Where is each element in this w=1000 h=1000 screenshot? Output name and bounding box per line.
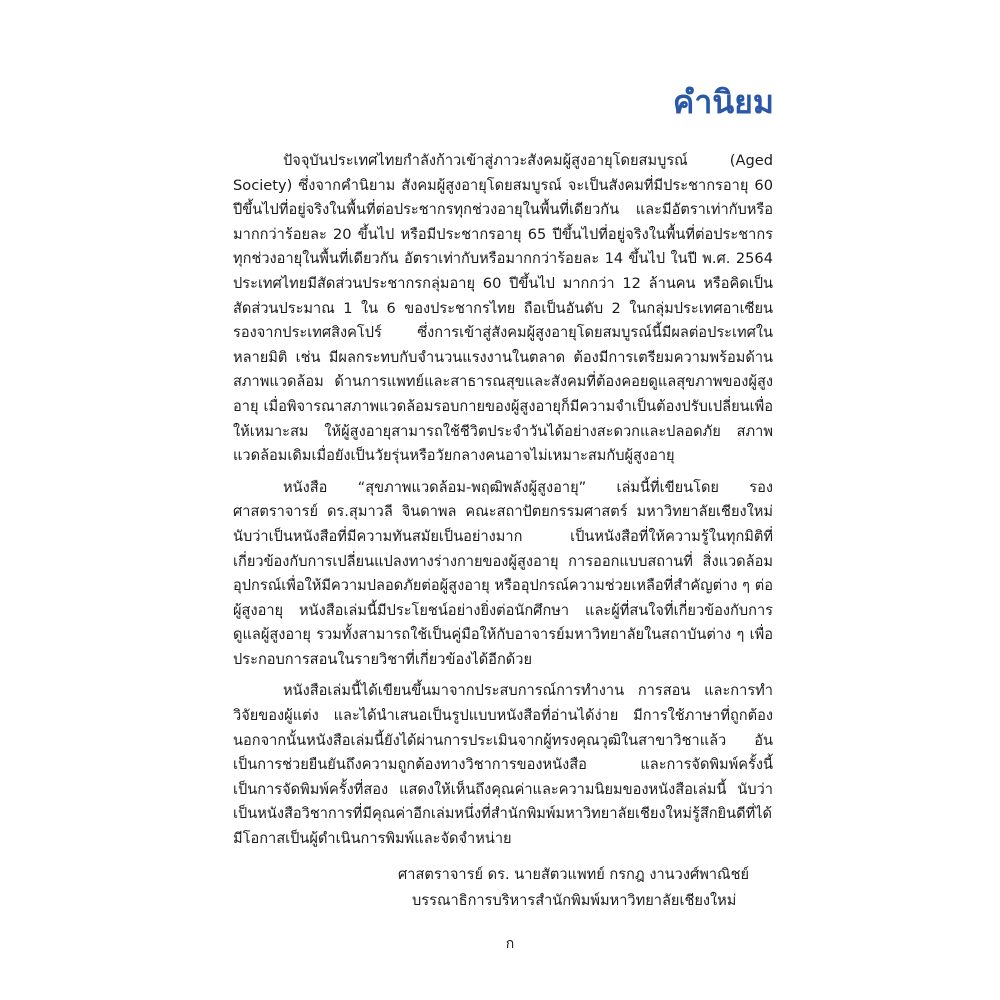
paragraph-2: หนังสือ “สุขภาพแวดล้อม-พฤฒิพลังผู้สูงอายุ” เล่มนี้ที่เขียนโดย รองศาสตราจารย์ ดร.สุมาวลี จินดาพล คณะสถาปัตยกรรมศาสตร์ มหาวิทยาลัยเชียงใหม่ นับว่าเป็นหนังสือที่มีความทันสมัยเป็นอย่างมาก เป็นหนังสือที่ให้ความรู้ในทุกมิติที่เกี่ยวข้องกับการเปลี่ยนแปลงทางร่างกายของผู้สูงอายุ การออกแบบสถานที่ สิ่งแวดล้อมอุปกรณ์เพื่อให้มีความปลอดภัยต่อผู้สูงอายุ หรืออุปกรณ์ความช่วยเหลือที่สำคัญต่าง ๆ ต่อผู้สูงอายุ หนังสือเล่มนี้มีประโยชน์อย่างยิ่งต่อนักศึกษา และผู้ที่สนใจที่เกี่ยวข้องกับการดูแลผู้สูงอายุ รวมทั้งสามารถใช้เป็นคู่มือให้กับอาจารย์มหาวิทยาลัยในสถาบันต่าง ๆ เพื่อประกอบการสอนในรายวิชาที่เกี่ยวข้องได้อีกด้วย (233, 478, 773, 668)
signature-position: บรรณาธิการบริหารสำนักพิมพ์มหาวิทยาลัยเชียงใหม่ (412, 892, 737, 909)
signature-block (398, 862, 778, 914)
paragraph-1: ปัจจุบันประเทศไทยกำลังก้าวเข้าสู่ภาวะสังคมผู้สูงอายุโดยสมบูรณ์ (Aged Society) ซึ่งจากคำนิยาม สังคมผู้สูงอายุโดยสมบูรณ์ จะเป็นสังคมที่มีประชากรอายุ 60 ปีขึ้นไปที่อยู่จริงในพื้นที่ต่อประชากรทุกช่วงอายุในพื้นที่เดียวกัน และมีอัตราเท่ากับหรือมากกว่าร้อยละ 20 ขึ้นไป หรือมีประชากรอายุ 65 ปีขึ้นไปที่อยู่จริงในพื้นที่ต่อประชากรทุกช่วงอายุในพื้นที่เดียวกัน อัตราเท่ากับหรือมากกว่าร้อยละ 14 ขึ้นไป ในปี พ.ศ. 2564 ประเทศไทยมีสัดส่วนประชากรกลุ่มอายุ 60 ปีขึ้นไป มากกว่า 12 ล้านคน หรือคิดเป็นสัดส่วนประมาณ 1 ใน 6 ของประชากรไทย ถือเป็นอันดับ 2 ในกลุ่มประเทศอาเซียน รองจากประเทศสิงคโปร์ ซึ่งการเข้าสู่สังคมผู้สูงอายุโดยสมบูรณ์นี้มีผลต่อประเทศในหลายมิติ เช่น มีผลกระทบกับจำนวนแรงงานในตลาด ต้องมีการเตรียมความพร้อมด้านสภาพแวดล้อม ด้านการแพทย์และสาธารณสุขและสังคมที่ต้องคอยดูแลสุขภาพของผู้สูงอายุ เมื่อพิจารณาสภาพแวดล้อมรอบกายของผู้สูงอายุก็มีความจำเป็นต้องปรับเปลี่ยนเพื่อให้เหมาะสม ให้ผู้สูงอายุสามารถใช้ชีวิตประจำวันได้อย่างสะดวกและปลอดภัย สภาพแวดล้อมเดิมเมื่อยังเป็นวัยรุ่นหรือวัยกลางคนอาจไม่เหมาะสมกับผู้สูงอายุ (233, 152, 773, 465)
paragraph-3: หนังสือเล่มนี้ได้เขียนขึ้นมาจากประสบการณ์การทำงาน การสอน และการทำวิจัยของผู้แต่ง และได้นำเสนอเป็นรูปแบบหนังสือที่อ่านได้ง่าย มีการใช้ภาษาที่ถูกต้อง นอกจากนั้นหนังสือเล่มนี้ยังได้ผ่านการประเมินจากผู้ทรงคุณวุฒิในสาขาวิชาแล้ว อันเป็นการช่วยยืนยันถึงความถูกต้องทางวิชาการของหนังสือ และการจัดพิมพ์ครั้งนี้เป็นการจัดพิมพ์ครั้งที่สอง แสดงให้เห็นถึงคุณค่าและความนิยมของหนังสือเล่มนี้ นับว่าเป็นหนังสือวิชาการที่มีคุณค่าอีกเล่มหนึ่งที่สำนักพิมพ์มหาวิทยาลัยเชียงใหม่รู้สึกยินดีที่ได้มีโอกาสเป็นผู้ดำเนินการพิมพ์และจัดจำหน่าย (233, 682, 773, 848)
page-number: ก (505, 936, 515, 952)
page-title: คำนิยม (672, 83, 774, 121)
foreword-body (233, 149, 773, 859)
signature-name: ศาสตราจารย์ ดร. นายสัตวแพทย์ กรกฎ งานวงศ์พาณิชย์ (398, 866, 750, 883)
